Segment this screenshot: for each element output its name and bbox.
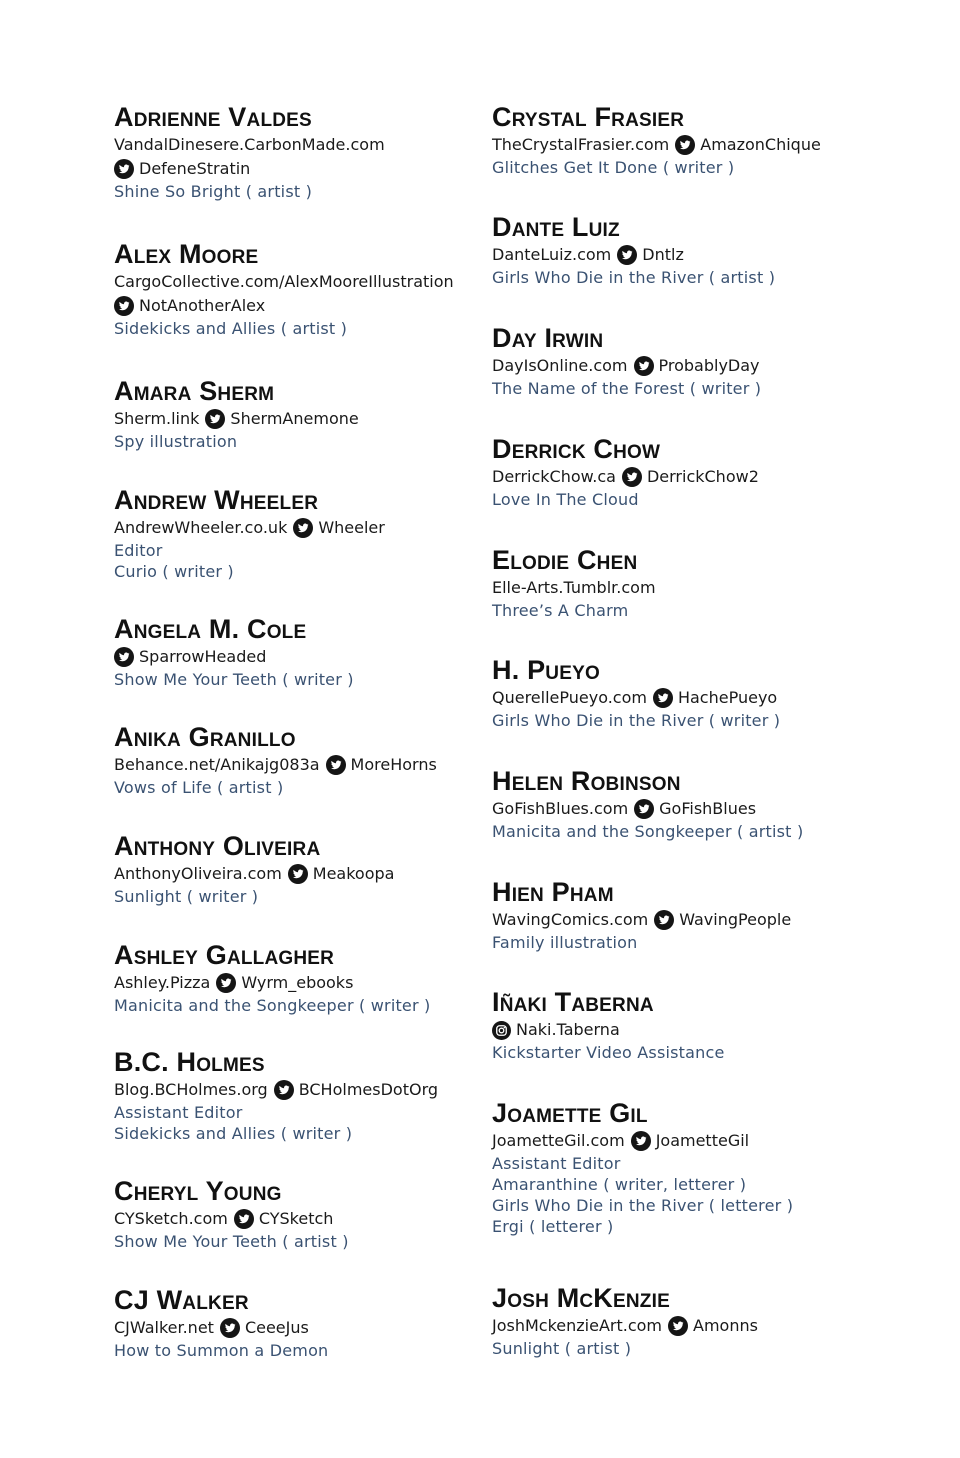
credit-line: Show Me Your Teeth ( writer ) bbox=[114, 670, 354, 689]
contributor-name: H. Pueyo bbox=[492, 655, 600, 685]
credit-line: Girls Who Die in the River ( artist ) bbox=[492, 268, 776, 287]
credit-line: Spy illustration bbox=[114, 432, 238, 451]
contributor-links bbox=[492, 576, 932, 600]
twitter-handle[interactable]: BCHolmesDotOrg bbox=[298, 1080, 439, 1099]
credit-line: Kickstarter Video Assistance bbox=[492, 1043, 725, 1062]
twitter-icon bbox=[220, 1318, 240, 1338]
website-link[interactable]: Blog.BCHolmes.org bbox=[114, 1080, 268, 1099]
contributor-links bbox=[492, 797, 932, 821]
contributor-links bbox=[492, 1314, 932, 1338]
credit-line: Girls Who Die in the River ( letterer ) bbox=[492, 1196, 794, 1215]
website-link[interactable]: Ashley.Pizza bbox=[114, 973, 211, 992]
website-link[interactable]: GoFishBlues.com bbox=[492, 799, 629, 818]
twitter-icon bbox=[114, 296, 134, 316]
credit-line: Editor bbox=[114, 541, 163, 560]
twitter-handle[interactable]: JoametteGil bbox=[655, 1131, 750, 1150]
twitter-icon bbox=[114, 159, 134, 179]
contributor-name: Day Irwin bbox=[492, 323, 604, 353]
twitter-handle[interactable]: Amonns bbox=[693, 1316, 758, 1335]
website-link[interactable]: QuerellePueyo.com bbox=[492, 688, 647, 707]
twitter-handle[interactable]: Dntlz bbox=[642, 245, 684, 264]
contributor-entry bbox=[114, 614, 474, 690]
contributor-entry bbox=[492, 545, 932, 621]
twitter-handle[interactable]: NotAnotherAlex bbox=[139, 296, 266, 315]
credit-line: Assistant Editor bbox=[114, 1103, 243, 1122]
twitter-icon bbox=[653, 688, 673, 708]
contributor-links bbox=[114, 133, 474, 157]
twitter-handle[interactable]: CeeeJus bbox=[244, 1318, 309, 1337]
contributor-name: Crystal Frasier bbox=[492, 102, 685, 132]
website-link[interactable]: JoametteGil.com bbox=[492, 1131, 625, 1150]
contributor-entry bbox=[114, 1176, 474, 1252]
contributor-links bbox=[114, 971, 474, 995]
twitter-handle[interactable]: ShermAnemone bbox=[230, 409, 359, 428]
twitter-icon bbox=[622, 467, 642, 487]
contributor-entry bbox=[492, 434, 932, 510]
credit-line: Manicita and the Songkeeper ( artist ) bbox=[492, 822, 804, 841]
twitter-icon bbox=[293, 518, 313, 538]
contributor-entry bbox=[114, 940, 474, 1016]
website-link[interactable]: Behance.net/Anikajg083a bbox=[114, 755, 320, 774]
contributor-entry bbox=[114, 722, 474, 798]
contributor-links bbox=[492, 686, 932, 710]
contributor-links bbox=[114, 1316, 474, 1340]
contributor-links bbox=[492, 133, 932, 157]
twitter-icon bbox=[634, 356, 654, 376]
credit-line: The Name of the Forest ( writer ) bbox=[492, 379, 762, 398]
contributor-handle-line bbox=[114, 157, 474, 181]
website-link[interactable]: CJWalker.net bbox=[114, 1318, 214, 1337]
contributor-entry bbox=[114, 1047, 474, 1144]
contributor-name: Dante Luiz bbox=[492, 212, 620, 242]
twitter-icon bbox=[216, 973, 236, 993]
twitter-handle[interactable]: HachePueyo bbox=[677, 688, 778, 707]
contributor-links bbox=[114, 516, 474, 540]
website-link[interactable]: CYSketch.com bbox=[114, 1209, 228, 1228]
credit-line: Sunlight ( artist ) bbox=[492, 1339, 632, 1358]
twitter-handle[interactable]: ProbablyDay bbox=[658, 356, 760, 375]
credit-line: Love In The Cloud bbox=[492, 490, 639, 509]
contributor-name: Joamette Gil bbox=[492, 1098, 648, 1128]
website-link[interactable]: VandalDinesere.CarbonMade.com bbox=[114, 135, 385, 154]
website-link[interactable]: DanteLuiz.com bbox=[492, 245, 612, 264]
credit-line: Assistant Editor bbox=[492, 1154, 621, 1173]
credit-line: Curio ( writer ) bbox=[114, 562, 234, 581]
credit-line: Sidekicks and Allies ( artist ) bbox=[114, 319, 348, 338]
twitter-icon bbox=[288, 864, 308, 884]
contributor-name: CJ Walker bbox=[114, 1285, 249, 1315]
contributor-handle-line bbox=[114, 294, 474, 318]
contributor-entry bbox=[114, 239, 474, 339]
twitter-handle[interactable]: Wyrm_ebooks bbox=[241, 973, 354, 992]
contributor-name: Adrienne Valdes bbox=[114, 102, 312, 132]
website-link[interactable]: Elle-Arts.Tumblr.com bbox=[492, 578, 656, 597]
contributor-links bbox=[114, 1078, 474, 1102]
credit-line: Sidekicks and Allies ( writer ) bbox=[114, 1124, 353, 1143]
contributor-entry bbox=[492, 877, 932, 953]
contributor-entry bbox=[114, 102, 474, 202]
contributor-links bbox=[492, 243, 932, 267]
contributor-name: Ashley Gallagher bbox=[114, 940, 335, 970]
contributor-entry bbox=[492, 655, 932, 731]
twitter-icon bbox=[634, 799, 654, 819]
twitter-handle[interactable]: SparrowHeaded bbox=[139, 647, 267, 666]
contributor-entry bbox=[492, 987, 932, 1063]
credit-line: Family illustration bbox=[492, 933, 638, 952]
contributor-entry bbox=[492, 766, 932, 842]
twitter-icon bbox=[326, 755, 346, 775]
website-link[interactable]: CargoCollective.com/AlexMooreIllustration bbox=[114, 272, 454, 291]
twitter-handle[interactable]: Wheeler bbox=[318, 518, 385, 537]
website-link[interactable]: DayIsOnline.com bbox=[492, 356, 628, 375]
twitter-icon bbox=[668, 1316, 688, 1336]
contributor-name: Anika Granillo bbox=[114, 722, 296, 752]
contributor-name: Josh McKenzie bbox=[492, 1283, 670, 1313]
credit-line: Shine So Bright ( artist ) bbox=[114, 182, 313, 201]
twitter-handle[interactable]: Meakoopa bbox=[312, 864, 395, 883]
twitter-handle[interactable]: DerrickChow2 bbox=[646, 467, 759, 486]
contributor-entry bbox=[114, 1285, 474, 1361]
contributor-entry bbox=[492, 1098, 932, 1237]
website-link[interactable]: TheCrystalFrasier.com bbox=[492, 135, 670, 154]
contributor-name: B.C. Holmes bbox=[114, 1047, 265, 1077]
contributor-links bbox=[114, 407, 474, 431]
credit-line: Sunlight ( writer ) bbox=[114, 887, 259, 906]
contributor-name: Helen Robinson bbox=[492, 766, 681, 796]
contributor-handle-line bbox=[114, 645, 474, 669]
twitter-icon bbox=[274, 1080, 294, 1100]
twitter-handle[interactable]: AmazonChique bbox=[700, 135, 821, 154]
website-link[interactable]: JoshMckenzieArt.com bbox=[492, 1316, 663, 1335]
credit-line: Girls Who Die in the River ( writer ) bbox=[492, 711, 781, 730]
contributor-links bbox=[114, 862, 474, 886]
credit-line: Three’s A Charm bbox=[492, 601, 629, 620]
twitter-icon bbox=[114, 647, 134, 667]
website-link[interactable]: AndrewWheeler.co.uk bbox=[114, 518, 288, 537]
credit-line: Glitches Get It Done ( writer ) bbox=[492, 158, 735, 177]
contributor-links bbox=[492, 354, 932, 378]
website-link[interactable]: WavingComics.com bbox=[492, 910, 649, 929]
credit-line: Vows of Life ( artist ) bbox=[114, 778, 284, 797]
contributor-links bbox=[492, 908, 932, 932]
twitter-icon bbox=[234, 1209, 254, 1229]
instagram-icon bbox=[492, 1021, 511, 1040]
contributor-name: Iñaki Taberna bbox=[492, 987, 654, 1017]
twitter-icon bbox=[205, 409, 225, 429]
contributor-name: Hien Pham bbox=[492, 877, 614, 907]
contributor-entry bbox=[114, 376, 474, 452]
twitter-handle[interactable]: WavingPeople bbox=[679, 910, 792, 929]
contributor-name: Alex Moore bbox=[114, 239, 259, 269]
contributor-entry bbox=[492, 102, 932, 178]
contributor-handle-line bbox=[492, 1018, 932, 1042]
contributor-entry bbox=[114, 831, 474, 907]
contributor-entry bbox=[492, 323, 932, 399]
contributor-entry bbox=[492, 212, 932, 288]
contributor-name: Andrew Wheeler bbox=[114, 485, 319, 515]
contributor-links bbox=[114, 1207, 474, 1231]
contributor-entry bbox=[492, 1283, 932, 1359]
credit-line: Amaranthine ( writer, letterer ) bbox=[492, 1175, 747, 1194]
credit-line: How to Summon a Demon bbox=[114, 1341, 329, 1360]
twitter-icon bbox=[675, 135, 695, 155]
website-link[interactable]: DerrickChow.ca bbox=[492, 467, 616, 486]
contributor-links bbox=[114, 753, 474, 777]
contributor-name: Derrick Chow bbox=[492, 434, 661, 464]
contributor-name: Cheryl Young bbox=[114, 1176, 282, 1206]
credit-line: Manicita and the Songkeeper ( writer ) bbox=[114, 996, 431, 1015]
twitter-handle[interactable]: DefeneStratin bbox=[139, 159, 251, 178]
contributor-name: Angela M. Cole bbox=[114, 614, 307, 644]
twitter-handle[interactable]: GoFishBlues bbox=[659, 799, 757, 818]
website-link[interactable]: Sherm.link bbox=[114, 409, 200, 428]
contributor-links bbox=[492, 1129, 932, 1153]
contributor-name: Elodie Chen bbox=[492, 545, 638, 575]
instagram-handle[interactable]: Naki.Taberna bbox=[516, 1020, 620, 1039]
contributor-links bbox=[114, 270, 474, 294]
twitter-handle[interactable]: MoreHorns bbox=[350, 755, 437, 774]
twitter-icon bbox=[617, 245, 637, 265]
contributor-name: Amara Sherm bbox=[114, 376, 275, 406]
credit-line: Show Me Your Teeth ( artist ) bbox=[114, 1232, 349, 1251]
contributor-name: Anthony Oliveira bbox=[114, 831, 321, 861]
contributor-entry bbox=[114, 485, 474, 582]
contributor-links bbox=[492, 465, 932, 489]
website-link[interactable]: AnthonyOliveira.com bbox=[114, 864, 282, 883]
twitter-icon bbox=[631, 1131, 651, 1151]
credit-line: Ergi ( letterer ) bbox=[492, 1217, 614, 1236]
twitter-handle[interactable]: CYSketch bbox=[258, 1209, 334, 1228]
twitter-icon bbox=[654, 910, 674, 930]
